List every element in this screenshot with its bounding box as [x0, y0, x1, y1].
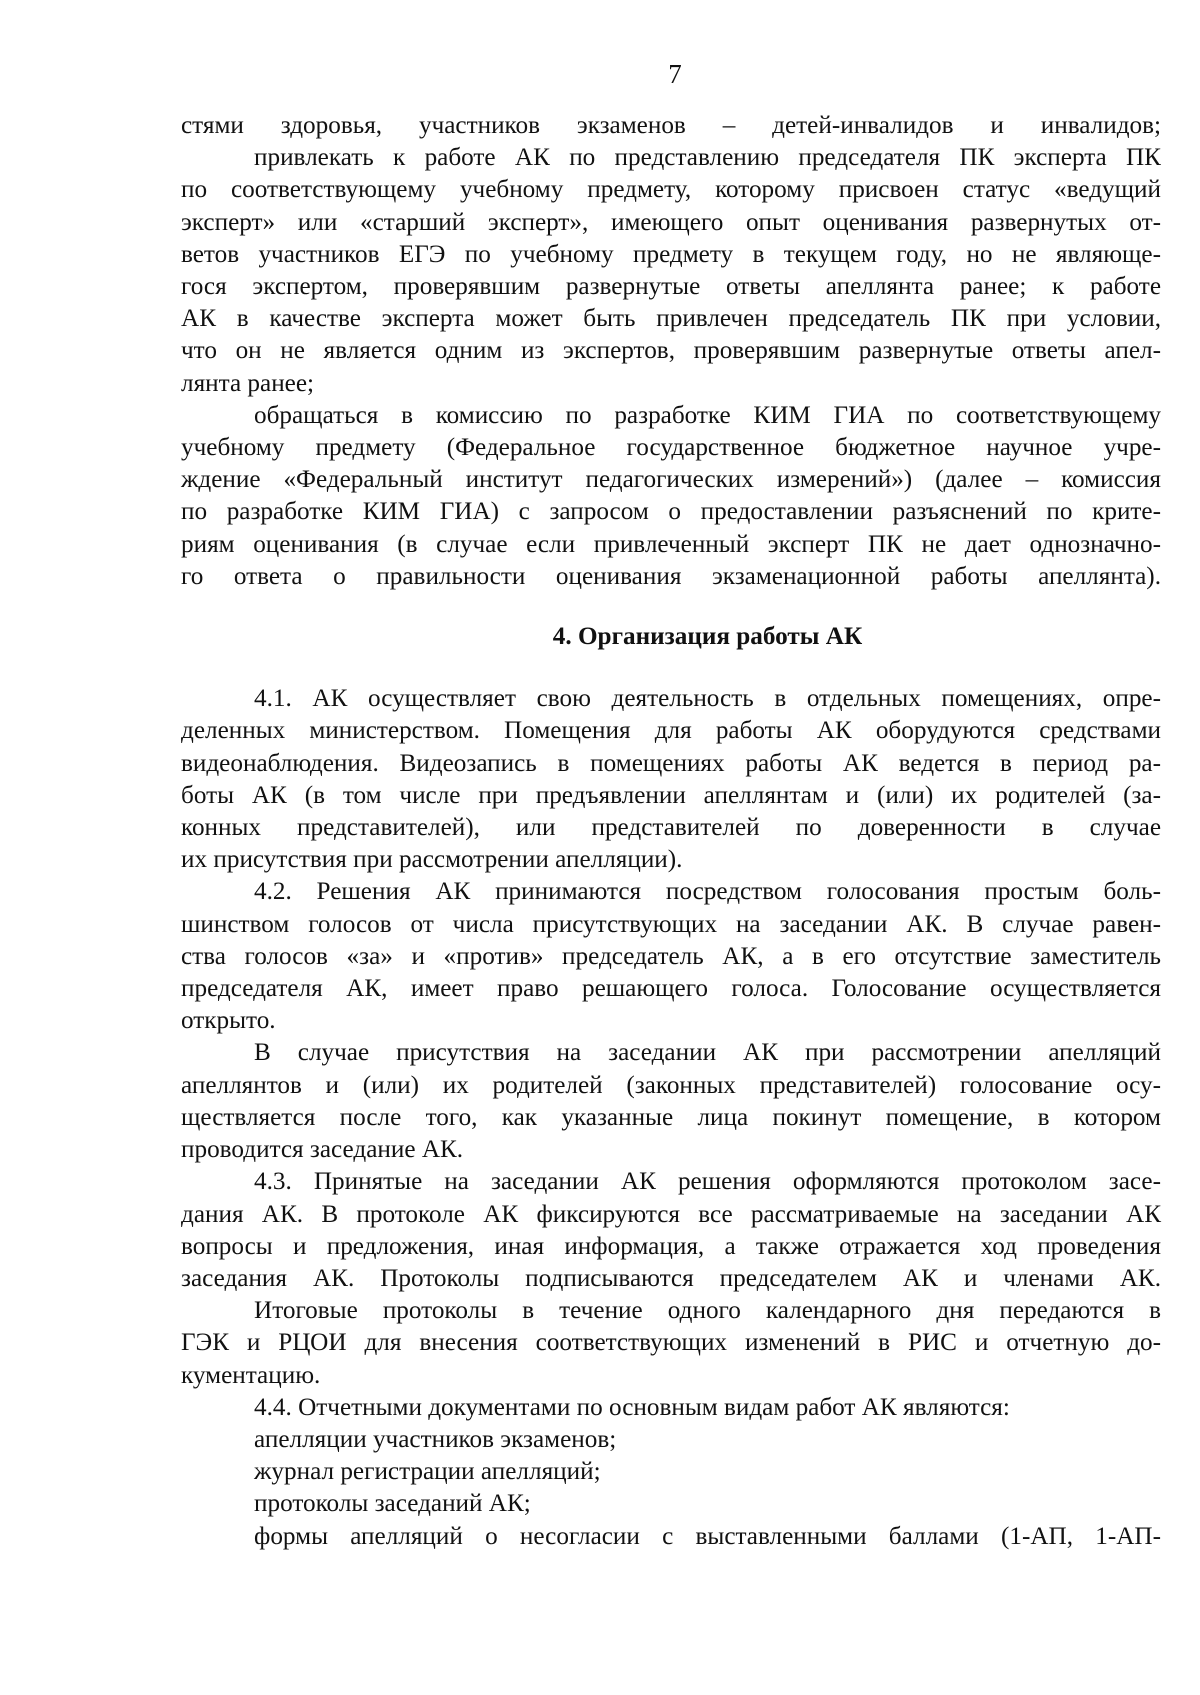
text-line: ждение «Федеральный институт педагогических измерений») (далее – комиссия	[181, 466, 1161, 494]
text-line: учебному предмету (Федеральное государственное бюджетное научное учре-	[181, 434, 1161, 462]
text-line: го ответа о правильности оценивания экзаменационной работы апеллянта).	[181, 562, 1161, 590]
text-line: 4.1. АК осуществляет свою деятельность в отдельных помещениях, опре-	[254, 685, 1161, 713]
text-line: ГЭК и РЦОИ для внесения соответствующих изменений в РИС и отчетную до-	[181, 1329, 1161, 1357]
text-line: В случае присутствия на заседании АК при рассмотрении апелляций	[254, 1039, 1161, 1067]
text-line: шинством голосов от числа присутствующих на заседании АК. В случае равен-	[181, 910, 1161, 938]
text-line: дания АК. В протоколе АК фиксируются все рассматриваемые на заседании АК	[181, 1200, 1161, 1228]
text-line: журнал регистрации апелляций;	[254, 1458, 601, 1486]
text-line: лянта ранее;	[181, 369, 315, 397]
text-line: заседания АК. Протоколы подписываются председателем АК и членами АК.	[181, 1264, 1161, 1292]
text-line: апеллянтов и (или) их родителей (законных представителей) голосование осу-	[181, 1071, 1161, 1099]
text-line: эксперт» или «старший эксперт», имеющего опыт оценивания развернутых от-	[181, 208, 1161, 236]
text-line: ветов участников ЕГЭ по учебному предмету в текущем году, но не являюще-	[181, 240, 1161, 268]
text-line: видеонаблюдения. Видеозапись в помещениях работы АК ведется в период ра-	[181, 749, 1161, 777]
text-line: 4.4. Отчетными документами по основным видам работ АК являются:	[254, 1393, 1010, 1421]
text-line: стями здоровья, участников экзаменов – детей-инвалидов и инвалидов;	[181, 112, 1161, 139]
text-line: обращаться в комиссию по разработке КИМ ГИА по соответствующему	[254, 401, 1161, 429]
text-line: формы апелляций о несогласии с выставленными баллами (1-АП, 1-АП-	[254, 1522, 1161, 1550]
text-line: деленных министерством. Помещения для работы АК оборудуются средствами	[181, 717, 1161, 745]
text-line: протоколы заседаний АК;	[254, 1490, 531, 1518]
text-line: председателя АК, имеет право решающего голоса. Голосование осуществляется	[181, 975, 1161, 1003]
text-line: открыто.	[181, 1007, 276, 1035]
text-line: их присутствия при рассмотрении апелляции).	[181, 846, 683, 874]
text-line: проводится заседание АК.	[181, 1136, 464, 1164]
text-line: кументацию.	[181, 1361, 321, 1389]
text-line: АК в качестве эксперта может быть привлечен председатель ПК при условии,	[181, 305, 1161, 333]
text-line: привлекать к работе АК по представлению председателя ПК эксперта ПК	[254, 144, 1161, 172]
text-line: гося экспертом, проверявшим развернутые ответы апеллянта ранее; к работе	[181, 273, 1161, 301]
text-line: конных представителей), или представителей по доверенности в случае	[181, 814, 1161, 842]
text-line: 4.2. Решения АК принимаются посредством голосования простым боль-	[254, 878, 1161, 906]
text-line: вопросы и предложения, иная информация, а также отражается ход проведения	[181, 1232, 1161, 1260]
text-line: что он не является одним из экспертов, проверявшим развернутые ответы апел-	[181, 337, 1161, 365]
text-line: риям оценивания (в случае если привлеченный эксперт ПК не дает однозначно-	[181, 530, 1161, 558]
page-number: 7	[668, 59, 682, 89]
document-body	[181, 110, 1161, 1553]
text-line: боты АК (в том числе при предъявлении апеллянтам и (или) их родителей (за-	[181, 781, 1161, 809]
text-line: Итоговые протоколы в течение одного календарного дня передаются в	[254, 1297, 1161, 1325]
text-line: ства голосов «за» и «против» председатель АК, а в его отсутствие заместитель	[181, 942, 1161, 970]
text-line: по разработке КИМ ГИА) с запросом о предоставлении разъяснений по крите-	[181, 498, 1161, 526]
text-line: 4.3. Принятые на заседании АК решения оформляются протоколом засе-	[254, 1168, 1161, 1196]
text-line: апелляции участников экзаменов;	[254, 1425, 617, 1453]
text-line: ществляется после того, как указанные лица покинут помещение, в котором	[181, 1103, 1161, 1131]
section-heading: 4. Организация работы АК	[552, 623, 863, 651]
text-line: по соответствующему учебному предмету, которому присвоен статус «ведущий	[181, 176, 1161, 204]
